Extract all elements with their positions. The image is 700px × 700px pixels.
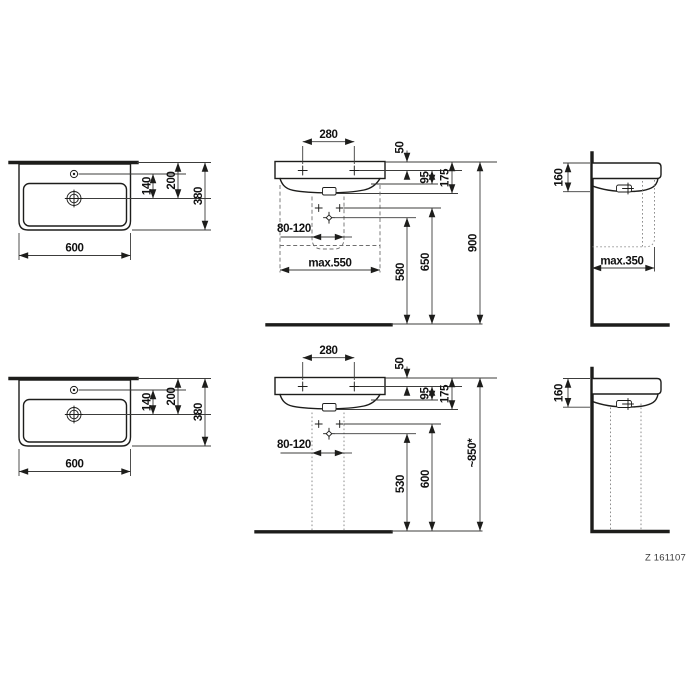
dim-label-140: 140: [141, 176, 154, 196]
dim-label-200: 200: [166, 387, 178, 406]
waste-connection-diamond: [326, 215, 332, 221]
dim-label-200: 200: [166, 171, 178, 190]
basin-rim-front: [275, 378, 385, 395]
basin-rim-side: [592, 163, 661, 179]
drain-outlet-front: [323, 188, 337, 196]
dim-label-50: 50: [394, 141, 407, 154]
dim-label-max550: max.550: [308, 257, 352, 270]
basin-inner-rim: [24, 400, 127, 443]
dim-label-280: 280: [319, 345, 338, 357]
dim-label-80-120: 80-120: [276, 439, 312, 451]
dim-label-95: 95: [419, 171, 432, 184]
view-top-front: [267, 129, 497, 325]
dim-label-175: 175: [439, 384, 452, 404]
dim-label-160: 160: [553, 383, 566, 403]
hidden-siphon: [312, 197, 344, 250]
view-bottom-side: [554, 369, 669, 532]
waste-connection-diamond: [326, 431, 332, 437]
dim-label-175: 175: [439, 168, 452, 188]
basin-rim-side: [592, 379, 661, 395]
dim-label-650: 650: [420, 252, 432, 272]
dim-label-600: 600: [65, 458, 84, 471]
dim-label-600: 600: [420, 469, 432, 489]
dim-label-80-120: 80-120: [276, 223, 312, 235]
dim-label-850: ~850*: [467, 438, 479, 468]
dim-label-140: 140: [141, 392, 154, 412]
dim-label-max350: max.350: [600, 255, 644, 268]
view-bottom-front: [256, 345, 497, 532]
dim-label-380: 380: [193, 186, 205, 206]
dim-label-380: 380: [193, 402, 205, 422]
dim-label-900: 900: [467, 233, 480, 253]
dim-label-600: 600: [65, 242, 84, 255]
tap-hole-center: [73, 389, 75, 391]
view-top-plan: [10, 163, 211, 261]
dim-label-160: 160: [553, 168, 566, 187]
tap-hole-center: [73, 173, 75, 175]
drain-outlet-front: [323, 404, 337, 412]
dim-label-95: 95: [419, 387, 432, 400]
dim-label-530: 530: [395, 474, 407, 494]
dim-label-280: 280: [319, 129, 338, 141]
dim-label-580: 580: [395, 262, 407, 282]
basin-inner-rim: [24, 184, 127, 227]
dim-label-50: 50: [394, 357, 407, 370]
view-top-side: [554, 153, 669, 325]
drawing-code: Z 161107: [644, 552, 686, 564]
view-bottom-plan: [10, 379, 211, 477]
basin-rim-front: [275, 162, 385, 179]
